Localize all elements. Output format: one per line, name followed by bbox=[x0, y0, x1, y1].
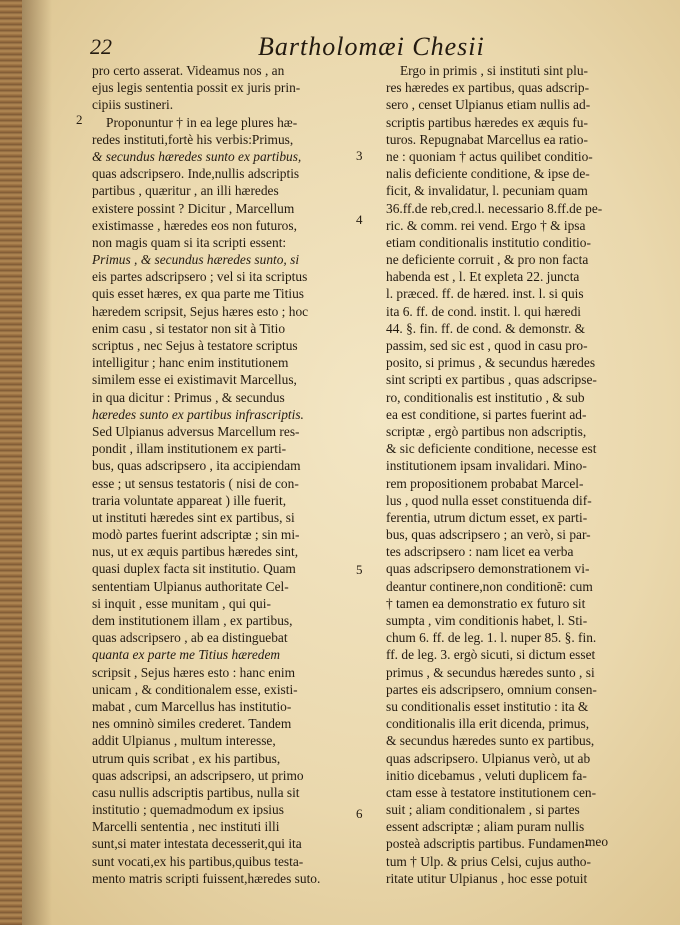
text-line: res hæredes ex partibus, quas adscrip- bbox=[386, 80, 590, 96]
text-line: sero , censet Ulpianus etiam nullis ad- bbox=[386, 97, 591, 113]
text-line: tum † Ulp. & prius Celsi, cujus autho- bbox=[386, 853, 591, 869]
text-line: bus, quas adscripsero ; an verò, si par- bbox=[386, 527, 591, 543]
gutter-shadow bbox=[22, 0, 52, 925]
text-line: chum 6. ff. de leg. 1. l. nuper 85. §. fin. bbox=[386, 630, 597, 646]
text-line: quas adscripsero. Inde,nullis adscriptis bbox=[92, 166, 300, 182]
text-line: turos. Repugnabat Marcellus ea ratio- bbox=[386, 131, 588, 147]
text-line: modò partes fuerint adscriptæ ; sin mi- bbox=[92, 527, 300, 543]
text-line: posteà adscriptis partibus. Fundamen- bbox=[386, 836, 590, 852]
text-line: quas adscripsero. Ulpianus verò, ut ab bbox=[386, 750, 591, 766]
text-line: 44. §. fin. ff. de cond. & demonstr. & bbox=[386, 320, 586, 336]
margin-number: 6 bbox=[356, 806, 363, 821]
page-edge bbox=[0, 0, 22, 925]
margin-number: 3 bbox=[356, 148, 363, 163]
text-line: mabat , cum Marcellus has institutio- bbox=[92, 698, 292, 714]
text-line: ritate utitur Ulpianus , hoc esse potuit bbox=[386, 870, 588, 886]
text-line: existere possint ? Dicitur , Marcellum bbox=[92, 200, 295, 216]
text-line: primus , & secundus hæredes sunto , si bbox=[386, 664, 595, 680]
text-line: addit Ulpianus , multum interesse, bbox=[92, 733, 276, 749]
text-line: ctam esse à testatore institutionem cen- bbox=[386, 784, 597, 800]
text-line: ne deficiente corruit , & pro non facta bbox=[386, 252, 589, 268]
running-title: Bartholomæi Chesii bbox=[258, 32, 485, 61]
text-line: essent adscriptæ ; aliam puram nullis bbox=[386, 819, 585, 835]
text-line: rem propositionem probabat Marcel- bbox=[386, 475, 584, 491]
text-line: bus, quas adscripsero , ita accipiendam bbox=[92, 458, 301, 474]
text-line: habenda est , l. Et expleta 22. juncta bbox=[386, 269, 580, 285]
text-line: mento matris scripti fuissent,hæredes suto. bbox=[92, 870, 321, 886]
text-line: ficit, & invalidatur, l. pecuniam quam bbox=[386, 183, 588, 199]
text-line: & secundus hæredes sunto ex partibus, bbox=[92, 148, 302, 164]
text-line: sumpta , vim conditionis habet, l. Sti- bbox=[386, 613, 588, 628]
text-line: scripsit , Sejus hæres esto : hanc enim bbox=[92, 664, 296, 680]
text-line: ita 6. ff. de cond. instit. l. qui hæredi bbox=[386, 303, 582, 319]
text-line: † tamen ea demonstratio ex futuro sit bbox=[386, 595, 586, 611]
text-line: scriptæ , ergò partibus non adscriptis, bbox=[386, 423, 587, 439]
text-line: quanta ex parte me Titius hæredem bbox=[92, 647, 281, 663]
text-line: ea est conditione, si partes fuerint ad- bbox=[386, 406, 587, 422]
text-line: initio dicebamus , veluti duplicem fa- bbox=[386, 767, 587, 783]
text-line: quas adscripsero demonstrationem vi- bbox=[386, 561, 590, 577]
text-line: Sed Ulpianus adversus Marcellum res- bbox=[92, 423, 300, 439]
text-line: intelligitur ; hanc enim institutionem bbox=[92, 355, 289, 371]
text-line: ne : quoniam † actus quilibet conditio- bbox=[386, 148, 593, 164]
text-line: tes adscripsero : nam licet ea verba bbox=[386, 544, 574, 560]
margin-number: 5 bbox=[356, 562, 363, 577]
text-line: in qua dicitur : Primus , & secundus bbox=[92, 389, 285, 405]
text-column-left bbox=[92, 62, 348, 887]
text-line: pondit , illam institutionem ex parti- bbox=[92, 441, 287, 457]
text-line: conditionalis illa erit dicenda, primus, bbox=[386, 716, 590, 732]
text-line: & secundus hæredes sunto ex partibus, bbox=[386, 733, 595, 749]
text-line: deantur continere,non conditionē: cum bbox=[386, 578, 593, 594]
text-line: quis esset hæres, ex qua parte me Titius bbox=[92, 286, 305, 302]
text-line: ro, conditionalis est institutio , & sub bbox=[386, 389, 585, 405]
text-line: ejus legis sententia possit ex juris prin- bbox=[92, 80, 301, 96]
text-line: Proponuntur † in ea lege plures hæ- bbox=[106, 114, 298, 130]
text-line: quas adscripsi, an adscripsero, ut primo bbox=[92, 767, 304, 783]
text-line: partibus , quæritur , an illi hæredes bbox=[92, 183, 279, 199]
text-line: quasi duplex facta sit institutio. Quam bbox=[92, 561, 296, 577]
text-line: Ergo in primis , si instituti sint plu- bbox=[400, 63, 588, 78]
text-line: suit ; aliam conditionalem , si partes bbox=[386, 802, 580, 818]
text-line: similem esse ei existimavit Marcellus, bbox=[92, 372, 297, 388]
text-line: existimasse , hæredes eos non futuros, bbox=[92, 217, 297, 233]
text-line: l. præced. ff. de hæred. inst. l. si quis bbox=[386, 286, 584, 302]
page-header bbox=[90, 32, 640, 66]
text-line: nes omninò similes crederet. Tandem bbox=[92, 716, 292, 732]
text-line: lus , quod nulla esset constituenda dif- bbox=[386, 492, 592, 508]
text-line: non magis quam si ita scripti essent: bbox=[92, 234, 287, 250]
text-line: traria voluntate appareat ) ille fuerit, bbox=[92, 492, 287, 508]
text-line: & sic deficiente conditione, necesse est bbox=[386, 441, 597, 457]
text-line: utrum quis scribat , ex his partibus, bbox=[92, 750, 281, 766]
text-line: nus, ut ex æquis partibus hæredes sint, bbox=[92, 544, 299, 560]
page-number: 22 bbox=[90, 34, 112, 59]
text-line: posito, si primus , & secundus hæredes bbox=[386, 355, 596, 371]
text-line: institutio ; quemadmodum ex ipsius bbox=[92, 802, 284, 818]
text-line: scriptus , nec Sejus à testatore scriptus bbox=[92, 338, 298, 353]
catchword: meo bbox=[585, 834, 609, 849]
text-line: Marcelli sententia , nec instituti illi bbox=[92, 819, 280, 835]
text-line: casu nullis adscriptis partibus, nulla sit bbox=[92, 784, 300, 800]
text-line: dem institutionem illam , ex partibus, bbox=[92, 613, 293, 628]
text-line: nalis deficiente conditione, & ipse de- bbox=[386, 166, 590, 182]
text-column-right bbox=[386, 62, 630, 887]
text-line: sunt,si mater intestata decesserit,qui ita bbox=[92, 836, 302, 852]
text-line: hæredes sunto ex partibus infrascriptis. bbox=[92, 406, 304, 422]
text-line: eis partes adscripsero ; vel si ita scriptus bbox=[92, 269, 308, 285]
text-line: 36.ff.de reb,cred.l. necessario 8.ff.de pe- bbox=[386, 200, 603, 216]
text-line: su conditionalis esset institutio : ita & bbox=[386, 698, 589, 714]
margin-number: 4 bbox=[356, 212, 363, 227]
text-line: unicam , & conditionalem esse, existi- bbox=[92, 681, 298, 697]
text-line: pro certo asserat. Videamus nos , an bbox=[92, 63, 285, 78]
text-line: sint scripti ex partibus , quas adscripse- bbox=[386, 372, 597, 388]
text-line: esse ; ut sensus testatoris ( nisi de con- bbox=[92, 475, 299, 491]
text-line: partes eis adscripsero, omnium consen- bbox=[386, 681, 597, 697]
text-line: sententiam Ulpianus authoritate Cel- bbox=[92, 578, 289, 594]
text-line: quas adscripsero , ab ea distinguebat bbox=[92, 630, 288, 646]
text-line: etiam conditionalis institutio conditio- bbox=[386, 234, 591, 250]
text-line: redes instituti,fortè his verbis:Primus, bbox=[92, 131, 294, 147]
text-line: institutionem ipsam invalidari. Mino- bbox=[386, 458, 587, 474]
text-line: scriptis partibus hæredes ex æquis fu- bbox=[386, 114, 588, 130]
text-line: ric. & comm. rei vend. Ergo † & ipsa bbox=[386, 217, 586, 233]
text-line: hæredem scripsit, Sejus hæres esto ; hoc bbox=[92, 303, 309, 319]
text-line: ff. de leg. 3. ergò sicuti, si dictum esset bbox=[386, 647, 596, 663]
text-line: si inquit , esse munitam , qui qui- bbox=[92, 595, 271, 611]
text-line: ferentia, utrum dictum esset, ex parti- bbox=[386, 509, 588, 525]
text-line: sunt vocati,ex his partibus,quibus testa- bbox=[92, 853, 304, 869]
text-line: cipiis sustineri. bbox=[92, 97, 174, 113]
text-line: ut instituti hæredes sint ex partibus, si bbox=[92, 509, 295, 525]
text-line: enim casu , si testator non sit à Titio bbox=[92, 320, 286, 336]
text-line: Primus , & secundus hæredes sunto, si bbox=[92, 252, 300, 268]
text-line: passim, sed sic est , quod in casu pro- bbox=[386, 338, 588, 353]
margin-number: 2 bbox=[76, 112, 83, 127]
